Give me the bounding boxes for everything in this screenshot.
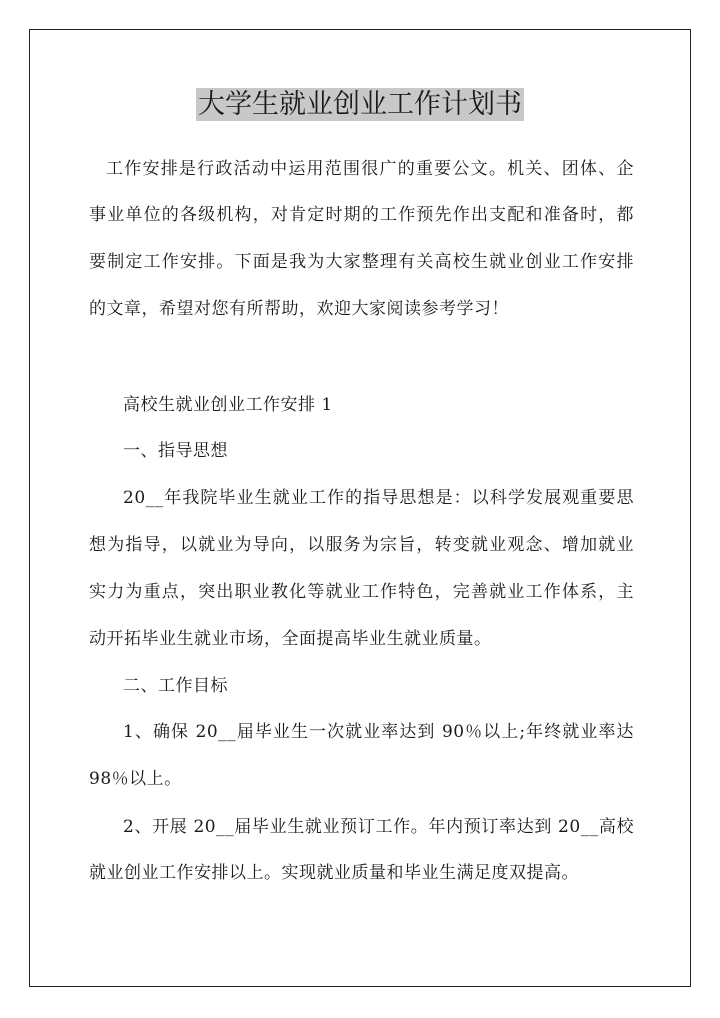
intro-line-3: 要制定工作安排。下面是我为大家整理有关高校生就业创业工作安排 — [89, 252, 634, 272]
part1-line-4: 动开拓毕业生就业市场，全面提高毕业生就业质量。 — [89, 629, 492, 649]
document-title — [0, 87, 720, 123]
part1-line-3: 实力为重点，突出职业教化等就业工作特色，完善就业工作体系，主 — [89, 582, 634, 602]
section-heading: 高校生就业创业工作安排 1 — [123, 395, 333, 415]
part2-heading: 二、工作目标 — [123, 676, 228, 696]
goal2-line-1: 2、开展 20__届毕业生就业预订工作。年内预订率达到 20__高校 — [123, 817, 634, 837]
intro-line-1: 工作安排是行政活动中运用范围很广的重要公文。机关、团体、企 — [106, 159, 634, 179]
goal1-line-2: 98％以上。 — [89, 769, 182, 789]
intro-line-4: 的文章，希望对您有所帮助，欢迎大家阅读参考学习！ — [89, 299, 509, 319]
part1-line-1: 20__年我院毕业生就业工作的指导思想是：以科学发展观重要思 — [123, 488, 634, 508]
document-title-text: 大学生就业创业工作计划书 — [198, 89, 522, 120]
intro-line-2: 事业单位的各级机构，对肯定时期的工作预先作出支配和准备时，都 — [89, 205, 634, 225]
goal1-line-1: 1、确保 20__届毕业生一次就业率达到 90％以上;年终就业率达 — [123, 722, 634, 742]
goal2-line-2: 就业创业工作安排以上。实现就业质量和毕业生满足度双提高。 — [89, 863, 579, 883]
part1-line-2: 想为指导，以就业为导向，以服务为宗旨，转变就业观念、增加就业 — [89, 535, 634, 555]
part1-heading: 一、指导思想 — [123, 441, 228, 461]
